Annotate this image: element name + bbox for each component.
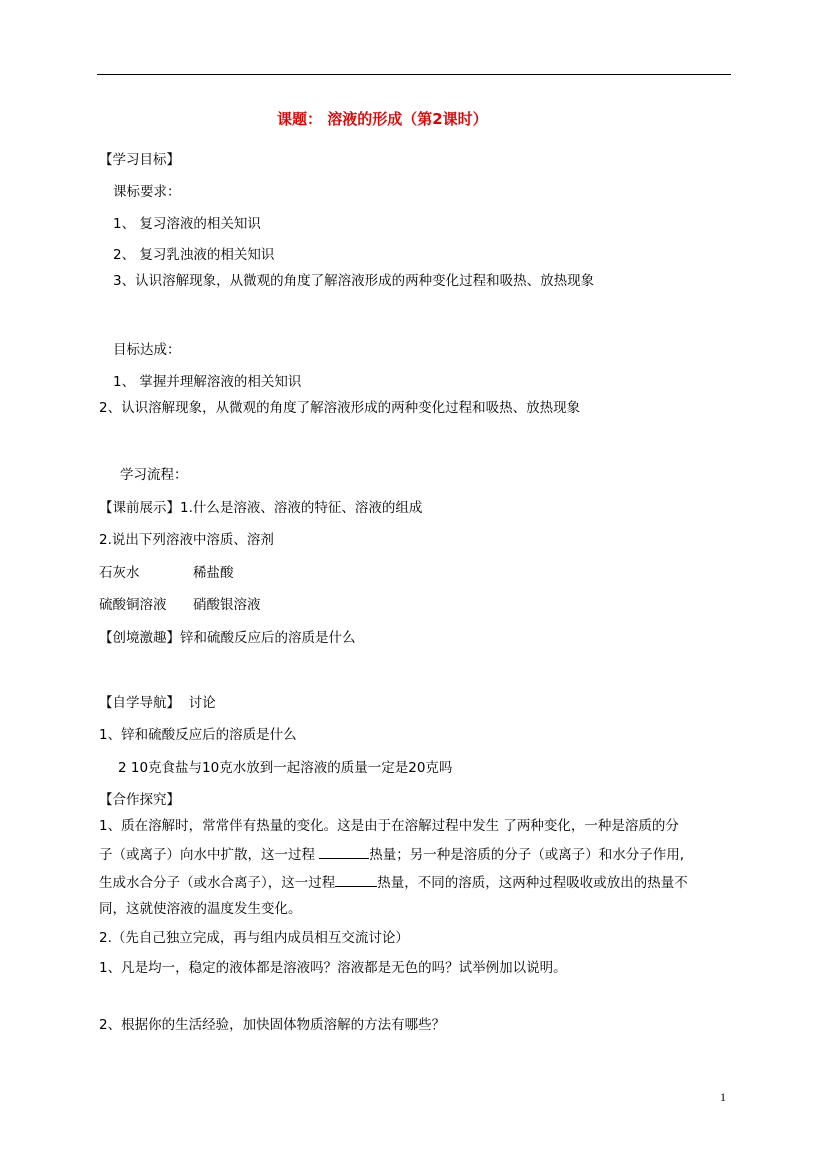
- self-study-suffix: 讨论: [188, 695, 216, 711]
- self-study-question: 1、锌和硫酸反应后的溶质是什么: [99, 727, 297, 743]
- fill-blank[interactable]: [319, 844, 369, 859]
- process-label: 学习流程：: [120, 467, 188, 483]
- achievement-item: 2、认识溶解现象，从微观的角度了解溶液形成的两种变化过程和吸热、放热现象: [99, 400, 581, 416]
- requirement-item: 1、 复习溶液的相关知识: [113, 216, 261, 232]
- cooperation-heading: 【合作探究】: [99, 792, 180, 808]
- cooperation-text: 生成水合分子（或水合离子），这一过程: [99, 875, 336, 891]
- scenario-line: [99, 629, 356, 647]
- header-rule: [97, 74, 731, 75]
- cooperation-paragraph-line: 1、质在溶解时，常常伴有热量的变化。这是由于在溶解过程中发生 了两种变化，一种是溶质的分: [99, 818, 679, 834]
- cooperation-paragraph-line: [99, 872, 688, 892]
- self-study-question: 2 10克食盐与10克水放到一起溶液的质量一定是20克吗: [118, 760, 453, 776]
- cooperation-paragraph-line: [99, 844, 684, 864]
- cooperation-paragraph-line: 同，这就使溶液的温度发生变化。: [99, 901, 302, 917]
- solution-item: 稀盐酸: [193, 565, 234, 581]
- preview-question: 1.什么是溶液、溶液的特征、溶液的组成: [180, 500, 423, 516]
- cooperation-text: 热量；另一种是溶质的分子（或离子）和水分子作用,: [369, 847, 685, 863]
- solution-item: 硫酸铜溶液: [99, 597, 167, 613]
- requirement-item: 2、 复习乳浊液的相关知识: [113, 247, 275, 263]
- solution-item: 硝酸银溶液: [193, 597, 261, 613]
- requirement-item: 3、认识溶解现象，从微观的角度了解溶液形成的两种变化过程和吸热、放热现象: [113, 273, 595, 289]
- objectives-heading: 【学习目标】: [99, 152, 180, 168]
- preview-question-2: 2.说出下列溶液中溶质、溶剂: [99, 532, 274, 548]
- achievement-label: 目标达成：: [113, 342, 181, 358]
- self-study-heading: 【自学导航】: [99, 695, 180, 711]
- cooperation-question: 2、根据你的生活经验，加快固体物质溶解的方法有哪些？: [99, 1017, 446, 1033]
- fill-blank[interactable]: [335, 872, 377, 887]
- self-study-line: [99, 694, 216, 712]
- scenario-text: 锌和硫酸反应后的溶质是什么: [180, 630, 356, 646]
- cooperation-instruction: 2.（先自己独立完成，再与组内成员相互交流讨论）: [99, 930, 409, 946]
- page-number: 1: [720, 1090, 726, 1104]
- achievement-item: 1、 掌握并理解溶液的相关知识: [113, 374, 302, 390]
- cooperation-text: 子（或离子）向水中扩散，这一过程: [99, 847, 320, 863]
- scenario-heading: 【创境激趣】: [99, 630, 180, 646]
- requirements-label: 课标要求：: [113, 184, 181, 200]
- solution-item: 石灰水: [99, 565, 140, 581]
- cooperation-text: 热量，不同的溶质，这两种过程吸收或放出的热量不: [377, 875, 688, 891]
- preview-line: [99, 499, 422, 517]
- cooperation-question: 1、凡是均一，稳定的液体都是溶液吗？溶液都是无色的吗？试举例加以说明。: [99, 960, 567, 976]
- preview-heading: 【课前展示】: [99, 500, 180, 516]
- page-title: 课题： 溶液的形成（第2课时）: [277, 110, 488, 128]
